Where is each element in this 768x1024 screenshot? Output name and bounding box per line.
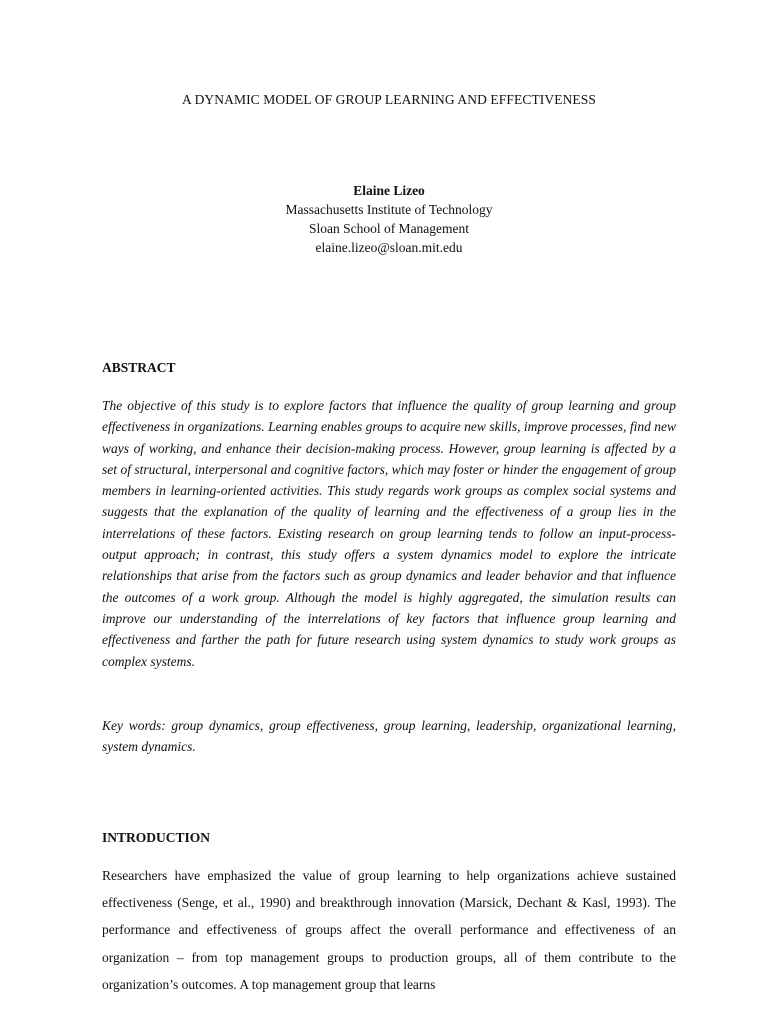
author-institution: Massachusetts Institute of Technology	[285, 202, 493, 217]
paper-title: A DYNAMIC MODEL OF GROUP LEARNING AND EFFECTIVENESS	[182, 92, 596, 107]
abstract-body: The objective of this study is to explore factors that influence the quality of group learning and group effectiveness in organizations. Learning enables groups to acquire new skills, improve processes, find new ways of working, and enhance their decision-making process. However, group learning is affected by a set of structural, interpersonal and cognitive factors, which may foster or hinder the engagement of group members in learning-oriented activities. This study regards work groups as complex social systems and suggests that the explanation of the quality of learning and the effectiveness of a group lies in the interrelations of these factors. Existing research on group learning tends to follow an input-process-output approach; in contrast, this study offers a system dynamics model to explore the intricate relationships that arise from the factors such as group dynamics and leader behavior and that influence the outcomes of a work group. Although the model is highly aggregated, the simulation results can improve our understanding of the interrelations of key factors that influence group learning and effectiveness and farther the path for future research using system dynamics to study work groups as complex systems.	[102, 398, 676, 669]
author-school: Sloan School of Management	[308, 221, 470, 236]
author-block	[0, 181, 768, 257]
author-email: elaine.lizeo@sloan.mit.edu	[315, 240, 463, 255]
author-name: Elaine Lizeo	[353, 183, 425, 198]
introduction-body: Researchers have emphasized the value of group learning to help organizations achieve sustained effectiveness (Senge, et al., 1990) and breakthrough innovation (Marsick, Dechant & Kasl, 1993). The performance and effectiveness of groups affect the overall performance and effectiveness of an organization – from top management groups to production groups, all of them contribute to the organization’s outcomes. A top management group that learns	[102, 868, 676, 992]
introduction-heading: INTRODUCTION	[102, 830, 211, 845]
keywords: Key words: group dynamics, group effectiveness, group learning, leadership, organizational learning, system dynamics.	[102, 718, 676, 755]
abstract-heading: ABSTRACT	[102, 360, 176, 375]
